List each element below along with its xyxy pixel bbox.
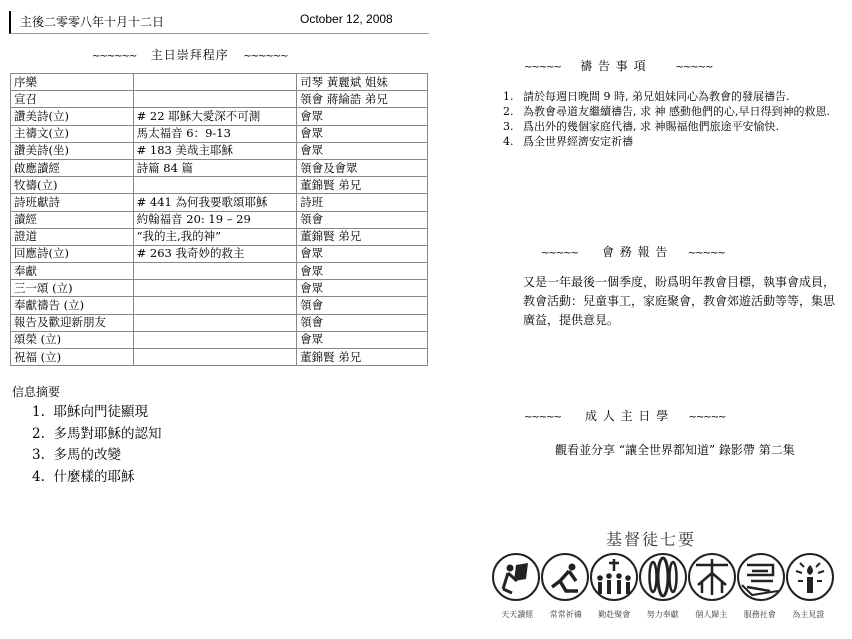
- ornament-right: ~~~~~~: [243, 51, 288, 62]
- program-content: [133, 177, 296, 194]
- serving-icon: [738, 554, 784, 600]
- program-leader: 董錦賢 弟兄: [297, 349, 428, 366]
- program-content: [133, 280, 296, 297]
- sermon-point: 3. 多馬的改變: [32, 447, 121, 463]
- program-leader: 司琴 黃麗斌 姐妹: [297, 74, 428, 91]
- program-content: 詩篇 84 篇: [133, 159, 296, 176]
- date-english: October 12, 2008: [300, 12, 393, 26]
- program-item: 讚美詩(立): [11, 108, 134, 125]
- program-leader: 會眾: [297, 108, 428, 125]
- program-content: [133, 263, 296, 280]
- prayer-item: 3. 爲出外的幾個家庭代禱, 求 神賜福他們旅途平安愉快.: [503, 120, 779, 133]
- program-content: # 441 為何我要歌頌耶穌: [133, 194, 296, 211]
- program-row: [11, 331, 428, 348]
- program-content: # 22 耶穌大愛深不可測: [133, 108, 296, 125]
- prayer-item: 4. 爲全世界經濟安定祈禱: [503, 135, 633, 148]
- program-row: [11, 194, 428, 211]
- program-item: 牧禱(立): [11, 177, 134, 194]
- program-item: 頌榮 (立): [11, 331, 134, 348]
- program-item: 證道: [11, 228, 134, 245]
- program-item: 回應詩(立): [11, 245, 134, 262]
- sermon-point: 4. 什麼樣的耶穌: [32, 468, 135, 485]
- program-leader: 董錦賢 弟兄: [297, 228, 428, 245]
- program-item: 三一頌 (立): [11, 280, 134, 297]
- program-row: [11, 91, 428, 108]
- prayer-title-row: [524, 57, 712, 74]
- program-content: [133, 331, 296, 348]
- sermon-point: 1. 耶穌向門徒顯現: [32, 404, 148, 420]
- program-leader: 會眾: [297, 245, 428, 262]
- program-item: 序樂: [11, 74, 134, 91]
- church-report-body: 又是一年最後一個季度，盼爲明年教會目標，執事會成員，教會活動：兒童事工，家庭聚會，教會郊遊活動等等，集思廣益，提供意見。: [523, 275, 836, 327]
- caption: 為主見證: [792, 610, 825, 619]
- program-content: [133, 74, 296, 91]
- worship-icon: [591, 554, 637, 600]
- service-program-table: [10, 73, 428, 366]
- seven-essentials-logo: [490, 551, 835, 603]
- program-row: [11, 159, 428, 176]
- program-leader: 會眾: [297, 142, 428, 159]
- program-item: 報告及歡迎新朋友: [11, 314, 134, 331]
- program-title: 主日崇拜程序: [150, 48, 229, 62]
- program-row: [11, 125, 428, 142]
- church-report-title-row: [541, 243, 725, 260]
- prayer-item: 1. 請於每週日晚間 9 時, 弟兄姐妹同心為教會的發展禱告.: [503, 90, 790, 103]
- church-report-title: 會 務 報 告: [601, 245, 669, 259]
- program-leader: 董錦賢 弟兄: [297, 177, 428, 194]
- program-leader: 會眾: [297, 263, 428, 280]
- prayer-list: [503, 89, 848, 149]
- date-chinese: 主後二零零八年十月十二日: [20, 15, 165, 29]
- ornament-left: ~~~~~: [541, 248, 578, 259]
- adult-school-title-row: [524, 407, 725, 424]
- program-item: 啟應讀經: [11, 159, 134, 176]
- program-item: 宣召: [11, 91, 134, 108]
- program-row: [11, 211, 428, 228]
- caption: 努力奉獻: [646, 610, 679, 619]
- testimony-icon: [787, 554, 833, 600]
- program-row: [11, 349, 428, 366]
- praying-icon: [542, 554, 588, 600]
- program-content: # 183 美哉主耶穌: [133, 142, 296, 159]
- adult-school-title: 成 人 主 日 學: [584, 409, 670, 423]
- program-content: “我的主,我的神”: [133, 228, 296, 245]
- ornament-left: ~~~~~: [524, 62, 561, 73]
- program-leader: 會眾: [297, 125, 428, 142]
- program-content: [133, 314, 296, 331]
- program-content: [133, 349, 296, 366]
- program-leader: 詩班: [297, 194, 428, 211]
- sermon-outline-title: 信息摘要: [12, 385, 61, 399]
- program-content: 馬太福音 6：9-13: [133, 125, 296, 142]
- adult-school-body: 觀看並分享 “讓全世界都知道” 錄影帶 第二集: [555, 443, 795, 457]
- witness-icon: [689, 554, 735, 600]
- program-row: [11, 74, 428, 91]
- seven-essentials-title: 基督徒七要: [606, 530, 697, 549]
- ornament-left: ~~~~~: [524, 412, 561, 423]
- program-item: 奉獻禱告 (立): [11, 297, 134, 314]
- program-content: # 263 我奇妙的救主: [133, 245, 296, 262]
- program-title-row: [92, 46, 287, 63]
- giving-icon: [640, 554, 686, 600]
- program-item: 奉獻: [11, 263, 134, 280]
- program-row: [11, 228, 428, 245]
- program-row: [11, 108, 428, 125]
- seven-essentials-captions: [493, 609, 833, 620]
- program-item: 讀經: [11, 211, 134, 228]
- program-content: [133, 91, 296, 108]
- ornament-right: ~~~~~: [688, 412, 726, 423]
- reading-icon: [493, 554, 539, 600]
- program-row: [11, 245, 428, 262]
- ornament-right: ~~~~~: [687, 248, 725, 259]
- caption: 天天讀經: [501, 610, 534, 619]
- sermon-point: 2. 多馬對耶穌的認知: [32, 425, 162, 442]
- program-row: [11, 142, 428, 159]
- caption: 個人歸主: [695, 610, 728, 619]
- program-row: [11, 177, 428, 194]
- sermon-outline-list: [32, 402, 161, 488]
- program-row: [11, 263, 428, 280]
- program-leader: 領會 蔣綸誥 弟兄: [297, 91, 428, 108]
- program-leader: 會眾: [297, 280, 428, 297]
- program-item: 詩班獻詩: [11, 194, 134, 211]
- ornament-left: ~~~~~~: [92, 51, 137, 62]
- caption: 服務社會: [743, 610, 776, 619]
- program-item: 主禱文(立): [11, 125, 134, 142]
- caption: 勤赴聚會: [598, 610, 631, 619]
- ornament-right: ~~~~~: [675, 62, 713, 73]
- program-leader: 領會: [297, 211, 428, 228]
- program-row: [11, 314, 428, 331]
- program-item: 讚美詩(坐): [11, 142, 134, 159]
- program-row: [11, 280, 428, 297]
- program-leader: 領會: [297, 314, 428, 331]
- program-content: 約翰福音 20: 19 – 29: [133, 211, 296, 228]
- prayer-item: 2. 為教會尋道友繼續禱告, 求 神 感動他們的心,早日得到神的救恩.: [503, 105, 830, 118]
- caption: 常常祈禱: [549, 610, 582, 619]
- program-item: 祝福 (立): [11, 349, 134, 366]
- program-content: [133, 297, 296, 314]
- program-leader: 領會及會眾: [297, 159, 428, 176]
- prayer-title: 禱 告 事 項: [580, 59, 647, 73]
- program-row: [11, 297, 428, 314]
- program-leader: 領會: [297, 297, 428, 314]
- program-leader: 會眾: [297, 331, 428, 348]
